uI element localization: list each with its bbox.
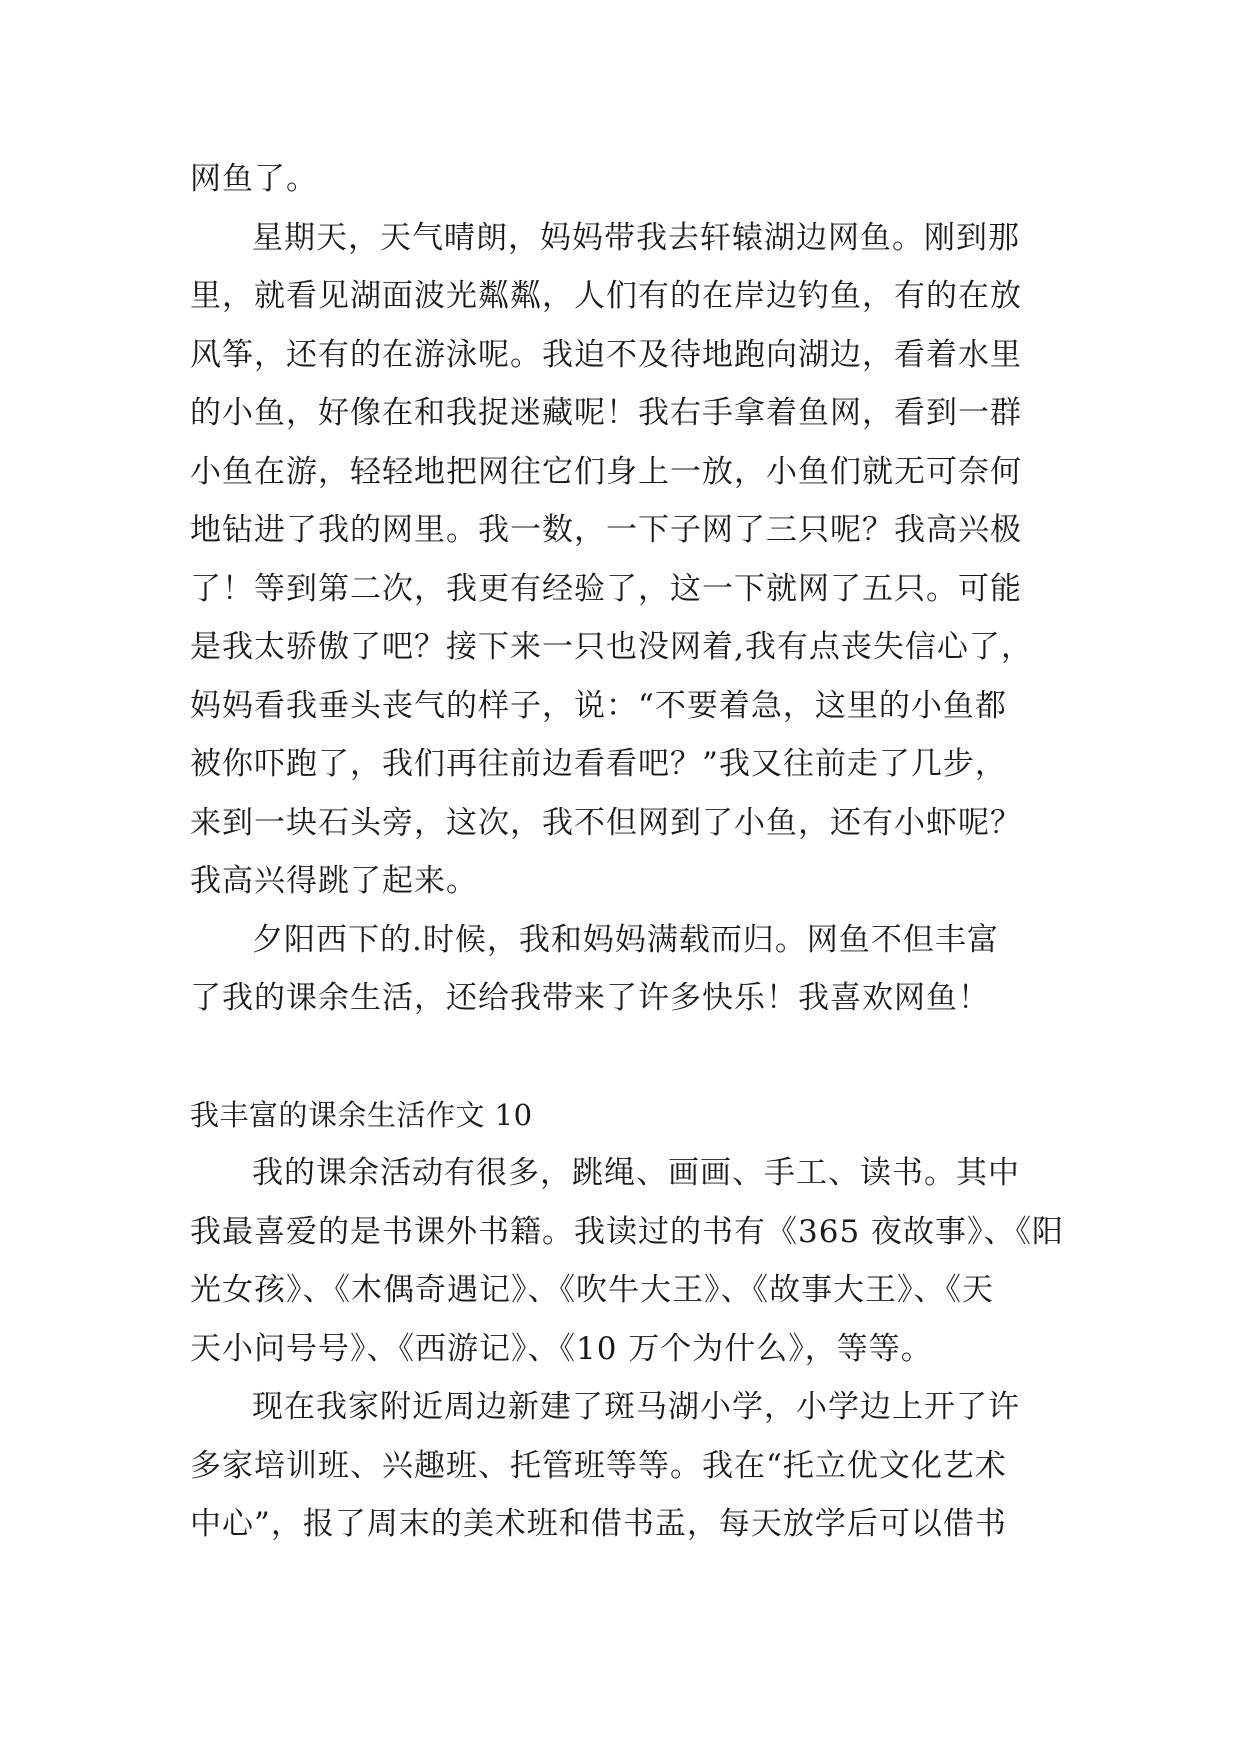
paragraph-continuation <box>190 150 1060 209</box>
text-line: 小鱼在游，轻轻地把网往它们身上一放，小鱼们就无可奈何 <box>190 453 1022 490</box>
section-gap <box>190 1028 1060 1086</box>
text-line: 夕阳西下的.时候，我和妈妈满载而归。网鱼不但丰富 <box>252 921 999 958</box>
text-line: 现在我家附近周边新建了斑马湖小学，小学边上开了许 <box>252 1389 1020 1425</box>
text-line: 是我太骄傲了吧？接下来一只也没网着,我有点丧失信心了， <box>190 629 1033 665</box>
text-line: 我的课余活动有很多，跳绳、画画、手工、读书。其中 <box>252 1155 1020 1191</box>
text-line: 天小问号号》、《西游记》、《10 万个为什么》，等等。 <box>190 1330 933 1367</box>
text-line: 妈妈看我垂头丧气的样子，说：“不要着急，这里的小鱼都 <box>190 687 1007 724</box>
text-line: 被你吓跑了，我们再往前边看看吧？”我又往前走了几步， <box>190 746 1007 782</box>
paragraph-conclusion <box>190 911 1060 1028</box>
text-line: 网鱼了。 <box>190 161 318 197</box>
text-line: 星期天，天气晴朗，妈妈带我去轩辕湖边网鱼。刚到那 <box>252 219 1020 256</box>
text-line: 了！等到第二次，我更有经验了，这一下就网了五只。可能 <box>190 570 1022 607</box>
paragraph-training <box>190 1378 1060 1554</box>
text-line: 我高兴得跳了起来。 <box>190 863 478 899</box>
text-line: 中心”，报了周末的美术班和借书盂，每天放学后可以借书 <box>190 1506 1007 1542</box>
text-line: 来到一块石头旁，这次，我不但网到了小鱼，还有小虾呢？ <box>190 804 1022 841</box>
text-line: 多家培训班、兴趣班、托管班等等。我在“托立优文化艺术 <box>190 1447 1007 1484</box>
text-line: 地钻进了我的网里。我一数，一下子网了三只呢？我高兴极 <box>190 512 1022 548</box>
text-line: 我最喜爱的是书课外书籍。我读过的书有《365 夜故事》、《阳 <box>190 1213 1065 1250</box>
text-line: 了我的课余生活，还给我带来了许多快乐！我喜欢网鱼！ <box>190 980 990 1016</box>
text-line: 里，就看见湖面波光粼粼，人们有的在岸边钓鱼，有的在放 <box>190 278 1022 314</box>
paragraph-fishing-story <box>190 209 1060 911</box>
text-line: 的小鱼，好像在和我捉迷藏呢！我右手拿着鱼网，看到一群 <box>190 395 1022 431</box>
paragraph-activities <box>190 1144 1065 1378</box>
text-line: 光女孩》、《木偶奇遇记》、《吹牛大王》、《故事大王》、《天 <box>190 1272 994 1308</box>
text-line: 风筝，还有的在游泳呢。我迫不及待地跑向湖边，看着水里 <box>190 336 1022 373</box>
document-page <box>190 150 1065 1554</box>
section-title: 我丰富的课余生活作文 10 <box>190 1097 533 1132</box>
